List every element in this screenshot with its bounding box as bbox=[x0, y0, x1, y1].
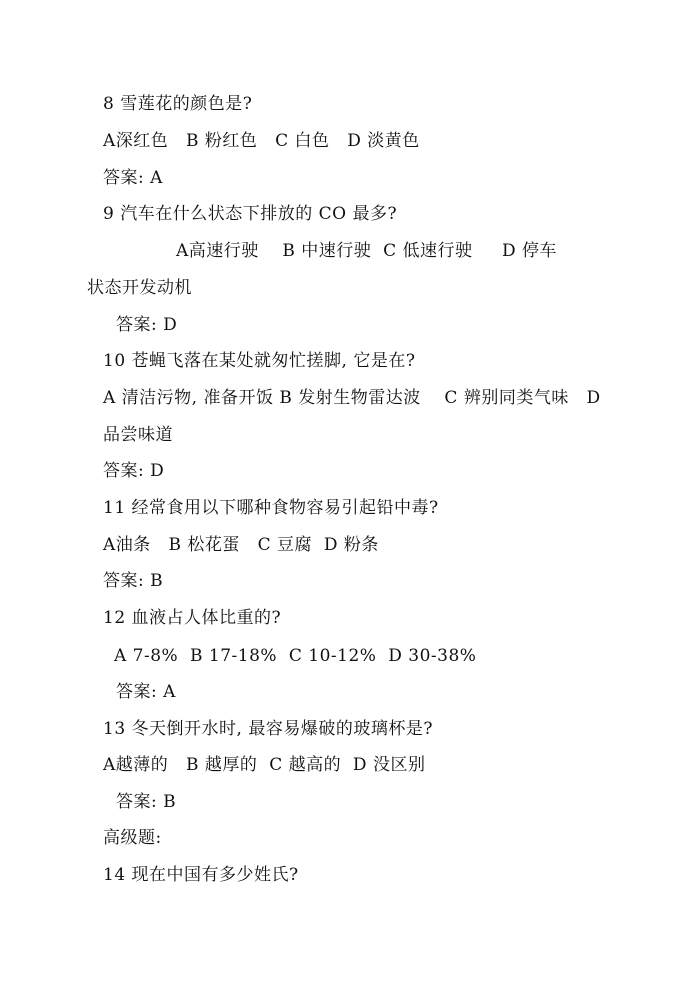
options-11: A油条 B 松花蛋 C 豆腐 D 粉条 bbox=[103, 535, 379, 555]
question-13: 13 冬天倒开水时, 最容易爆破的玻璃杯是? bbox=[103, 719, 433, 739]
question-10: 10 苍蝇飞落在某处就匆忙搓脚, 它是在? bbox=[103, 351, 416, 371]
options-8: A深红色 B 粉红色 C 白色 D 淡黄色 bbox=[103, 131, 420, 151]
section-heading: 高级题: bbox=[103, 828, 162, 848]
answer-8: 答案: A bbox=[103, 168, 163, 188]
answer-11: 答案: B bbox=[103, 571, 164, 591]
question-9: 9 汽车在什么状态下排放的 CO 最多? bbox=[103, 204, 398, 224]
options-9-cont: 状态开发动机 bbox=[87, 278, 192, 298]
question-8: 8 雪莲花的颜色是? bbox=[103, 94, 253, 114]
answer-9: 答案: D bbox=[116, 315, 178, 335]
options-9: A高速行驶 B 中速行驶 C 低速行驶 D 停车 bbox=[176, 241, 558, 261]
options-12: A 7-8% B 17-18% C 10-12% D 30-38% bbox=[114, 646, 477, 666]
question-12: 12 血液占人体比重的? bbox=[103, 608, 282, 628]
options-10-cont: 品尝味道 bbox=[103, 425, 173, 445]
question-14: 14 现在中国有多少姓氏? bbox=[103, 865, 299, 885]
answer-12: 答案: A bbox=[116, 682, 176, 702]
options-13: A越薄的 B 越厚的 C 越高的 D 没区别 bbox=[103, 755, 426, 775]
question-11: 11 经常食用以下哪种食物容易引起铅中毒? bbox=[103, 498, 439, 518]
answer-13: 答案: B bbox=[116, 792, 177, 812]
answer-10: 答案: D bbox=[103, 461, 165, 481]
options-10: A 清洁污物, 准备开饭 B 发射生物雷达波 C 辨别同类气味 D bbox=[103, 388, 601, 408]
